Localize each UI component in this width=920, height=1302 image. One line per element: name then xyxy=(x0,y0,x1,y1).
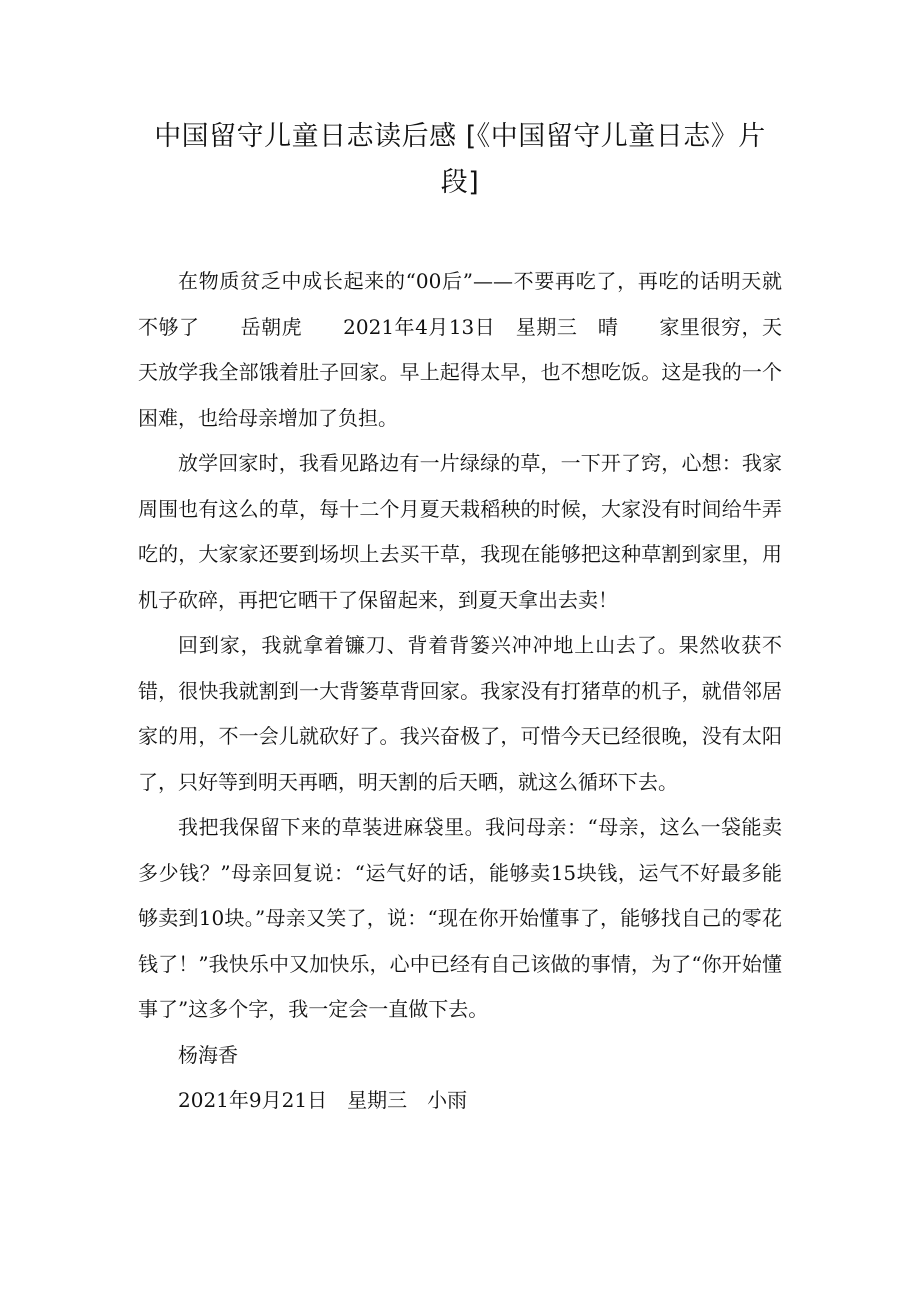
paragraph-1: 在物质贫乏中成长起来的“00后”——不要再吃了，再吃的话明天就不够了 岳朝虎 2021年4月13日 星期三 晴 家里很穷，天天放学我全部饿着肚子回家。早上起得太早，也不想吃饭。这是我的一个困难，也给母亲增加了负担。 xyxy=(138,269,782,430)
paragraph-3: 回到家，我就拿着镰刀、背着背篓兴冲冲地上山去了。果然收获不错，很快我就割到一大背篓草背回家。我家没有打猪草的机子，就借邻居家的用，不一会儿就砍好了。我兴奋极了，可惜今天已经很晚，没有太阳了，只好等到明天再晒，明天割的后天晒，就这么循环下去。 xyxy=(138,633,782,794)
paragraph-4: 我把我保留下来的草装进麻袋里。我问母亲：“母亲，这么一袋能卖多少钱？”母亲回复说：“运气好的话，能够卖15块钱，运气不好最多能够卖到10块。”母亲又笑了，说：“现在你开始懂事了，能够找自己的零花钱了！”我快乐中又加快乐，心中已经有自己该做的事情，为了“你开始懂事了”这多个字，我一定会一直做下去。 xyxy=(138,815,782,1021)
document-body xyxy=(138,259,782,1124)
document-title: 中国留守儿童日志读后感 [《中国留守儿童日志》片段] xyxy=(154,121,766,198)
diary-date-line: 2021年9月21日 星期三 小雨 xyxy=(178,1088,468,1112)
paragraph-2: 放学回家时，我看见路边有一片绿绿的草，一下开了窍，心想：我家周围也有这么的草，每十二个月夏天栽稻秧的时候，大家没有时间给牛弄吃的，大家家还要到场坝上去买干草，我现在能够把这种草割到家里，用机子砍碎，再把它晒干了保留起来，到夏天拿出去卖！ xyxy=(138,451,782,612)
author-name: 杨海香 xyxy=(178,1042,238,1067)
